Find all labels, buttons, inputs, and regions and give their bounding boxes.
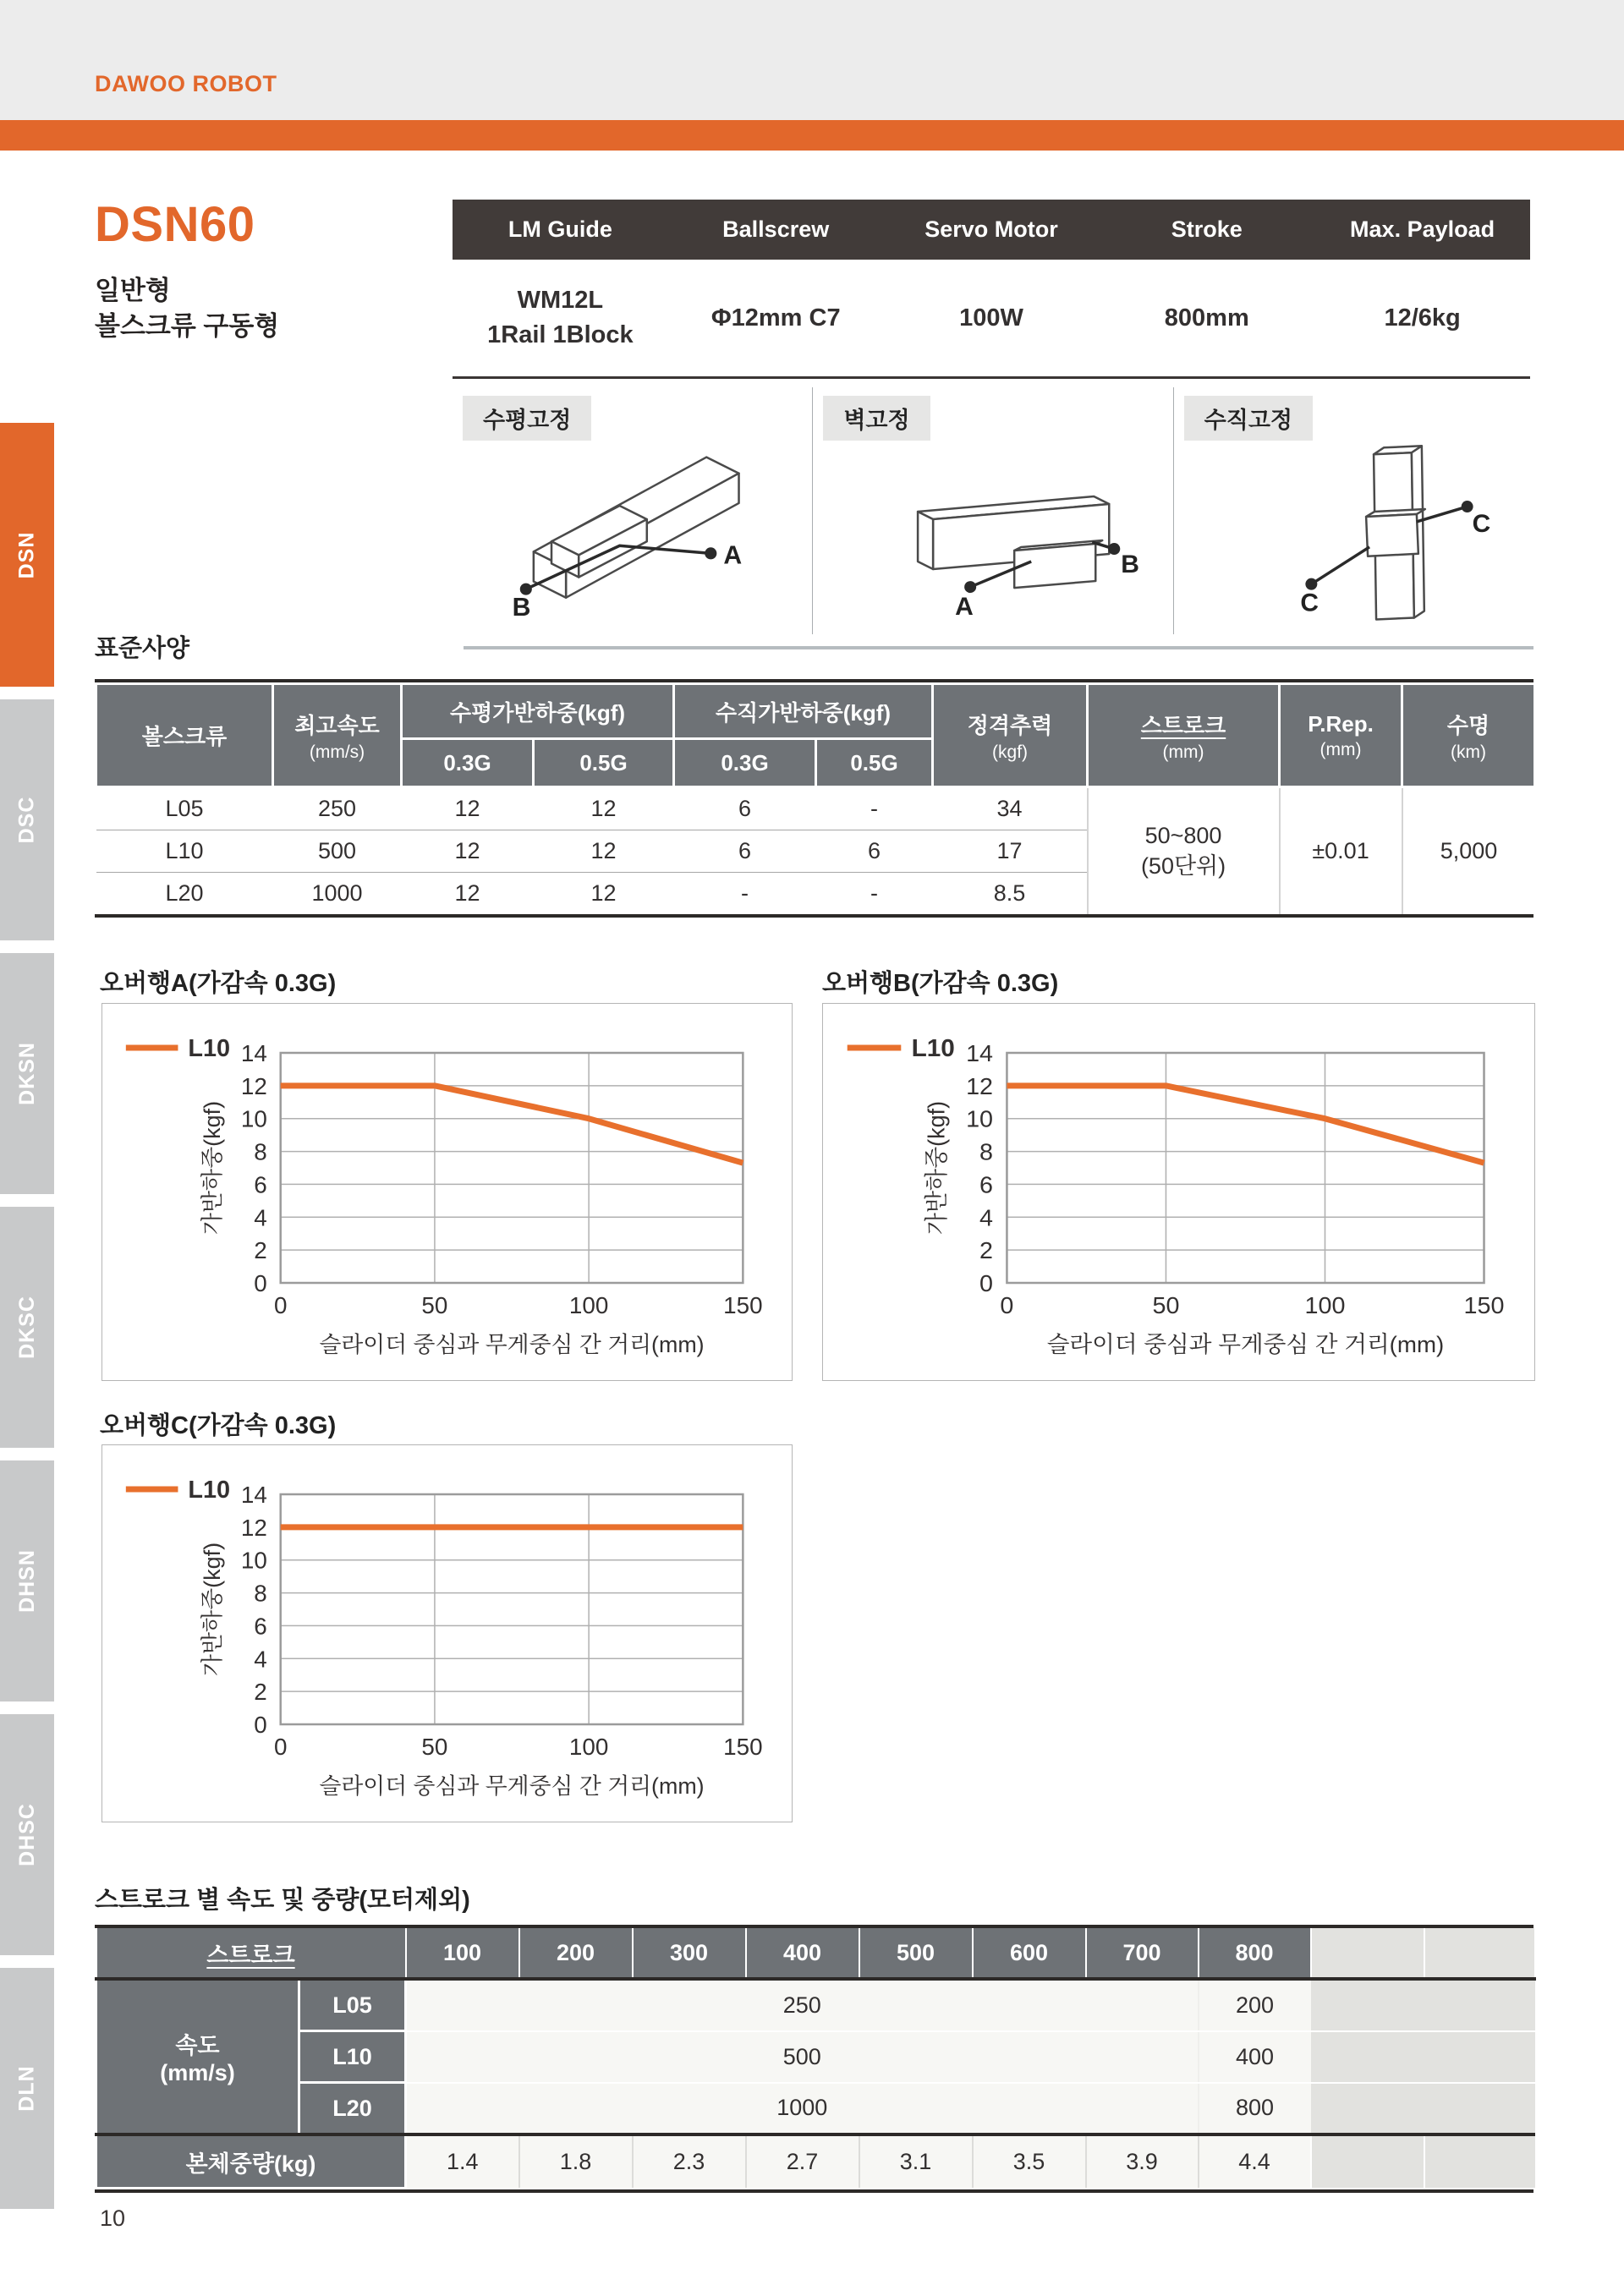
header-cell: Stroke: [1171, 216, 1243, 242]
speed-value-cell: 500: [406, 2031, 1199, 2083]
speed-value-cell: 1000: [406, 2083, 1199, 2135]
cell: 12: [402, 787, 534, 830]
weight-cell: 1.8: [519, 2134, 633, 2189]
cell-life-value: 5,000: [1402, 787, 1535, 915]
cell: 12: [534, 787, 674, 830]
header-cell-stroke: 스트로크 (mm): [1088, 684, 1280, 787]
weight-cell: 3.1: [859, 2134, 973, 2189]
header-cell-prep: P.Rep. (mm): [1280, 684, 1402, 787]
svg-text:8: 8: [979, 1138, 994, 1166]
page-number: 10: [100, 2206, 126, 2231]
svg-text:150: 150: [723, 1733, 763, 1761]
svg-text:슬라이더 중심과 무게중심 간 거리(mm): 슬라이더 중심과 무게중심 간 거리(mm): [1046, 1331, 1445, 1357]
header-cell: 800: [1199, 1928, 1311, 1979]
svg-text:50: 50: [421, 1733, 448, 1761]
header-cell: LM Guide: [508, 216, 612, 242]
sidebar-tab-dksc[interactable]: [0, 1207, 54, 1448]
svg-text:4: 4: [254, 1646, 267, 1673]
point-label-a: A: [955, 593, 974, 622]
chart-b-panel: [822, 1003, 1535, 1381]
chart-c-panel: [102, 1444, 793, 1822]
header-cell: Servo Motor: [924, 216, 1058, 242]
svg-text:150: 150: [1463, 1292, 1505, 1319]
sidebar-tab-label: DHSN: [14, 1549, 39, 1613]
speed-label-cell: 속도 (mm/s): [96, 1979, 299, 2134]
product-type-line2: 볼스크류 구동형: [95, 311, 280, 341]
summary-value-row: [453, 260, 1530, 379]
cell: 250: [273, 787, 402, 830]
speed-row-l10: [96, 2031, 1535, 2083]
header-cell: 600: [973, 1928, 1086, 1979]
cell: -: [816, 787, 933, 830]
mounting-diagrams: [453, 387, 1533, 634]
empty-cell: [1311, 2083, 1535, 2135]
svg-text:10: 10: [240, 1547, 267, 1574]
header-cell-05g: 0.5G: [816, 739, 933, 787]
cell: 1000: [273, 873, 402, 915]
svg-text:L10: L10: [188, 1034, 231, 1063]
point-label-c-top: C: [1472, 509, 1490, 538]
cell: 6: [674, 787, 816, 830]
svg-text:6: 6: [254, 1171, 267, 1198]
cell: 12: [534, 830, 674, 873]
cell: L05: [96, 787, 273, 830]
header-cell-03g: 0.3G: [674, 739, 816, 787]
svg-text:L10: L10: [188, 1476, 231, 1504]
chart-b-title: 오버행B(가감속 0.3G): [822, 970, 1059, 997]
svg-text:가반하중(kgf): 가반하중(kgf): [923, 1100, 950, 1236]
header-cell: 400: [746, 1928, 859, 1979]
svg-text:10: 10: [966, 1106, 994, 1133]
weight-cell: 2.7: [746, 2134, 859, 2189]
heading-rule: [464, 646, 1533, 649]
stroke-speed-weight-table: [95, 1928, 1536, 2189]
speed-row-l05: [96, 1979, 1535, 2031]
point-label-c-bottom: C: [1300, 589, 1319, 617]
model-cell: L05: [299, 1979, 406, 2031]
summary-header-row: [453, 200, 1530, 260]
speed-row-l20: [96, 2083, 1535, 2135]
product-model-title: DSN60: [95, 197, 255, 252]
point-label-a: A: [723, 541, 743, 570]
header-cell: 200: [519, 1928, 633, 1979]
cell: 12: [402, 873, 534, 915]
svg-text:가반하중(kgf): 가반하중(kgf): [200, 1100, 226, 1236]
empty-cell: [1311, 1928, 1424, 1979]
top-header-band: [0, 0, 1624, 120]
svg-text:0: 0: [254, 1269, 267, 1297]
svg-text:L10: L10: [911, 1034, 955, 1062]
svg-text:12: 12: [966, 1073, 994, 1100]
svg-text:0: 0: [254, 1711, 267, 1739]
mount-label-wall: 벽고정: [823, 396, 930, 441]
model-cell: L10: [299, 2031, 406, 2083]
speed-value-800-cell: 200: [1199, 1979, 1311, 2031]
svg-text:2: 2: [979, 1237, 994, 1265]
product-type-line1: 일반형: [95, 276, 171, 305]
stroke-table-wrap: [95, 1925, 1533, 2193]
svg-text:슬라이더 중심과 무게중심 간 거리(mm): 슬라이더 중심과 무게중심 간 거리(mm): [319, 1331, 705, 1358]
cell: 12: [534, 873, 674, 915]
sidebar-tab-label: DSC: [14, 796, 39, 844]
chart-a-panel: [102, 1003, 793, 1381]
overhang-b-chart: [823, 1004, 1534, 1380]
mount-horizontal-section: [453, 387, 812, 634]
cell: 8.5: [933, 873, 1088, 915]
svg-text:4: 4: [979, 1204, 994, 1232]
header-cell-03g: 0.3G: [402, 739, 534, 787]
header-cell-max-speed: 최고속도 (mm/s): [273, 684, 402, 787]
cell: 6: [674, 830, 816, 873]
cell: 17: [933, 830, 1088, 873]
empty-cell: [1311, 2031, 1535, 2083]
sidebar-tab-dln[interactable]: [0, 1968, 54, 2209]
header-cell-life: 수명 (km): [1402, 684, 1535, 787]
brand-logo-text: DAWOO ROBOT: [95, 71, 277, 96]
weight-row: [96, 2134, 1535, 2189]
value-cell: Φ12mm C7: [710, 304, 841, 332]
svg-text:14: 14: [240, 1039, 267, 1067]
speed-value-800-cell: 800: [1199, 2083, 1311, 2135]
svg-text:100: 100: [1304, 1292, 1346, 1319]
svg-text:150: 150: [723, 1291, 763, 1319]
header-row: [96, 1928, 1535, 1979]
standard-spec-table-wrap: [95, 679, 1533, 918]
sidebar-tab-dhsn[interactable]: [0, 1460, 54, 1701]
svg-text:100: 100: [568, 1291, 609, 1319]
svg-text:100: 100: [568, 1733, 609, 1761]
mount-wall-section: [812, 387, 1172, 634]
mount-vertical-section: [1173, 387, 1533, 634]
weight-cell: 1.4: [406, 2134, 519, 2189]
svg-text:0: 0: [1000, 1292, 1014, 1319]
empty-cell: [1311, 1979, 1535, 2031]
overhang-a-chart: [102, 1004, 792, 1380]
weight-cell: 2.3: [633, 2134, 746, 2189]
header-cell-thrust: 정격추력 (kgf): [933, 684, 1088, 787]
cell: 34: [933, 787, 1088, 830]
svg-text:14: 14: [966, 1040, 994, 1067]
weight-cell: 4.4: [1199, 2134, 1311, 2189]
sidebar-tab-label: DHSC: [14, 1803, 39, 1866]
weight-label-cell: 본체중량(kg): [96, 2134, 406, 2189]
header-cell: Max. Payload: [1350, 216, 1495, 242]
sidebar-tab-label: DKSN: [14, 1042, 39, 1105]
cell: 6: [816, 830, 933, 873]
svg-text:50: 50: [1152, 1292, 1180, 1319]
cell-prep-value: ±0.01: [1280, 787, 1402, 915]
chart-a-title: 오버행A(가감속 0.3G): [100, 970, 337, 997]
svg-text:0: 0: [273, 1733, 288, 1761]
value-cell: 12/6kg: [1384, 304, 1461, 332]
header-cell-vertical-load: 수직가반하중(kgf): [674, 684, 933, 739]
table-row-l05: [96, 787, 1535, 830]
speed-value-800-cell: 400: [1199, 2031, 1311, 2083]
svg-text:12: 12: [240, 1072, 267, 1099]
cell: L20: [96, 873, 273, 915]
standard-spec-heading: 표준사양: [95, 635, 190, 662]
header-cell: 700: [1086, 1928, 1199, 1979]
value-cell: WM12L 1Rail 1Block: [487, 287, 634, 348]
stroke-table-title: 스트로크 별 속도 및 중량(모터제외): [95, 1887, 470, 1914]
weight-cell: 3.9: [1086, 2134, 1199, 2189]
point-label-b: B: [1121, 551, 1140, 579]
empty-cell: [1311, 2134, 1424, 2189]
svg-text:가반하중(kgf): 가반하중(kgf): [200, 1542, 226, 1677]
header-cell-ballscrew: 볼스크류: [96, 684, 273, 787]
header-cell: 100: [406, 1928, 519, 1979]
summary-spec-table: [453, 200, 1530, 379]
cell: 500: [273, 830, 402, 873]
sidebar-tab-label: DLN: [14, 2065, 39, 2112]
speed-value-cell: 250: [406, 1979, 1199, 2031]
header-cell: 300: [633, 1928, 746, 1979]
svg-text:8: 8: [254, 1580, 267, 1607]
header-cell-05g: 0.5G: [534, 739, 674, 787]
mount-label-horizontal: 수평고정: [463, 396, 591, 441]
sidebar-tab-dhsc[interactable]: [0, 1714, 54, 1955]
mount-label-vertical: 수직고정: [1184, 396, 1313, 441]
svg-text:8: 8: [254, 1138, 267, 1165]
svg-text:슬라이더 중심과 무게중심 간 거리(mm): 슬라이더 중심과 무게중심 간 거리(mm): [319, 1773, 705, 1800]
svg-text:10: 10: [240, 1105, 267, 1132]
header-cell: 500: [859, 1928, 973, 1979]
svg-text:6: 6: [254, 1613, 267, 1640]
cell: -: [816, 873, 933, 915]
svg-text:4: 4: [254, 1204, 267, 1231]
svg-text:50: 50: [421, 1291, 448, 1319]
cell-stroke-range: 50~800 (50단위): [1088, 787, 1280, 915]
overhang-c-chart: [102, 1445, 792, 1822]
header-row: [96, 684, 1535, 739]
svg-text:0: 0: [979, 1270, 994, 1297]
header-cell-horizontal-load: 수평가반하중(kgf): [402, 684, 674, 739]
sidebar-tab-dksn[interactable]: [0, 953, 54, 1194]
model-cell: L20: [299, 2083, 406, 2135]
chart-c-title: 오버행C(가감속 0.3G): [100, 1412, 337, 1439]
svg-text:14: 14: [240, 1481, 267, 1509]
header-cell-stroke: 스트로크: [96, 1928, 406, 1979]
svg-text:12: 12: [240, 1514, 267, 1541]
cell: -: [674, 873, 816, 915]
accent-bar: [0, 120, 1624, 151]
sidebar-tab-label: DKSC: [14, 1296, 39, 1359]
cell: 12: [402, 830, 534, 873]
header-cell: Ballscrew: [722, 216, 830, 242]
value-cell: 800mm: [1164, 304, 1249, 332]
weight-cell: 3.5: [973, 2134, 1086, 2189]
svg-text:2: 2: [254, 1679, 267, 1706]
empty-cell: [1424, 1928, 1535, 1979]
svg-text:0: 0: [273, 1291, 288, 1319]
empty-cell: [1424, 2134, 1535, 2189]
svg-text:2: 2: [254, 1237, 267, 1264]
svg-text:6: 6: [979, 1171, 994, 1199]
cell: L10: [96, 830, 273, 873]
standard-spec-table: [95, 682, 1536, 914]
point-label-b: B: [512, 593, 531, 622]
sidebar-tab-dsc[interactable]: [0, 699, 54, 940]
value-cell: 100W: [959, 304, 1023, 332]
sidebar-tab-dsn[interactable]: [0, 423, 54, 687]
sidebar-tab-label: DSN: [14, 531, 39, 578]
